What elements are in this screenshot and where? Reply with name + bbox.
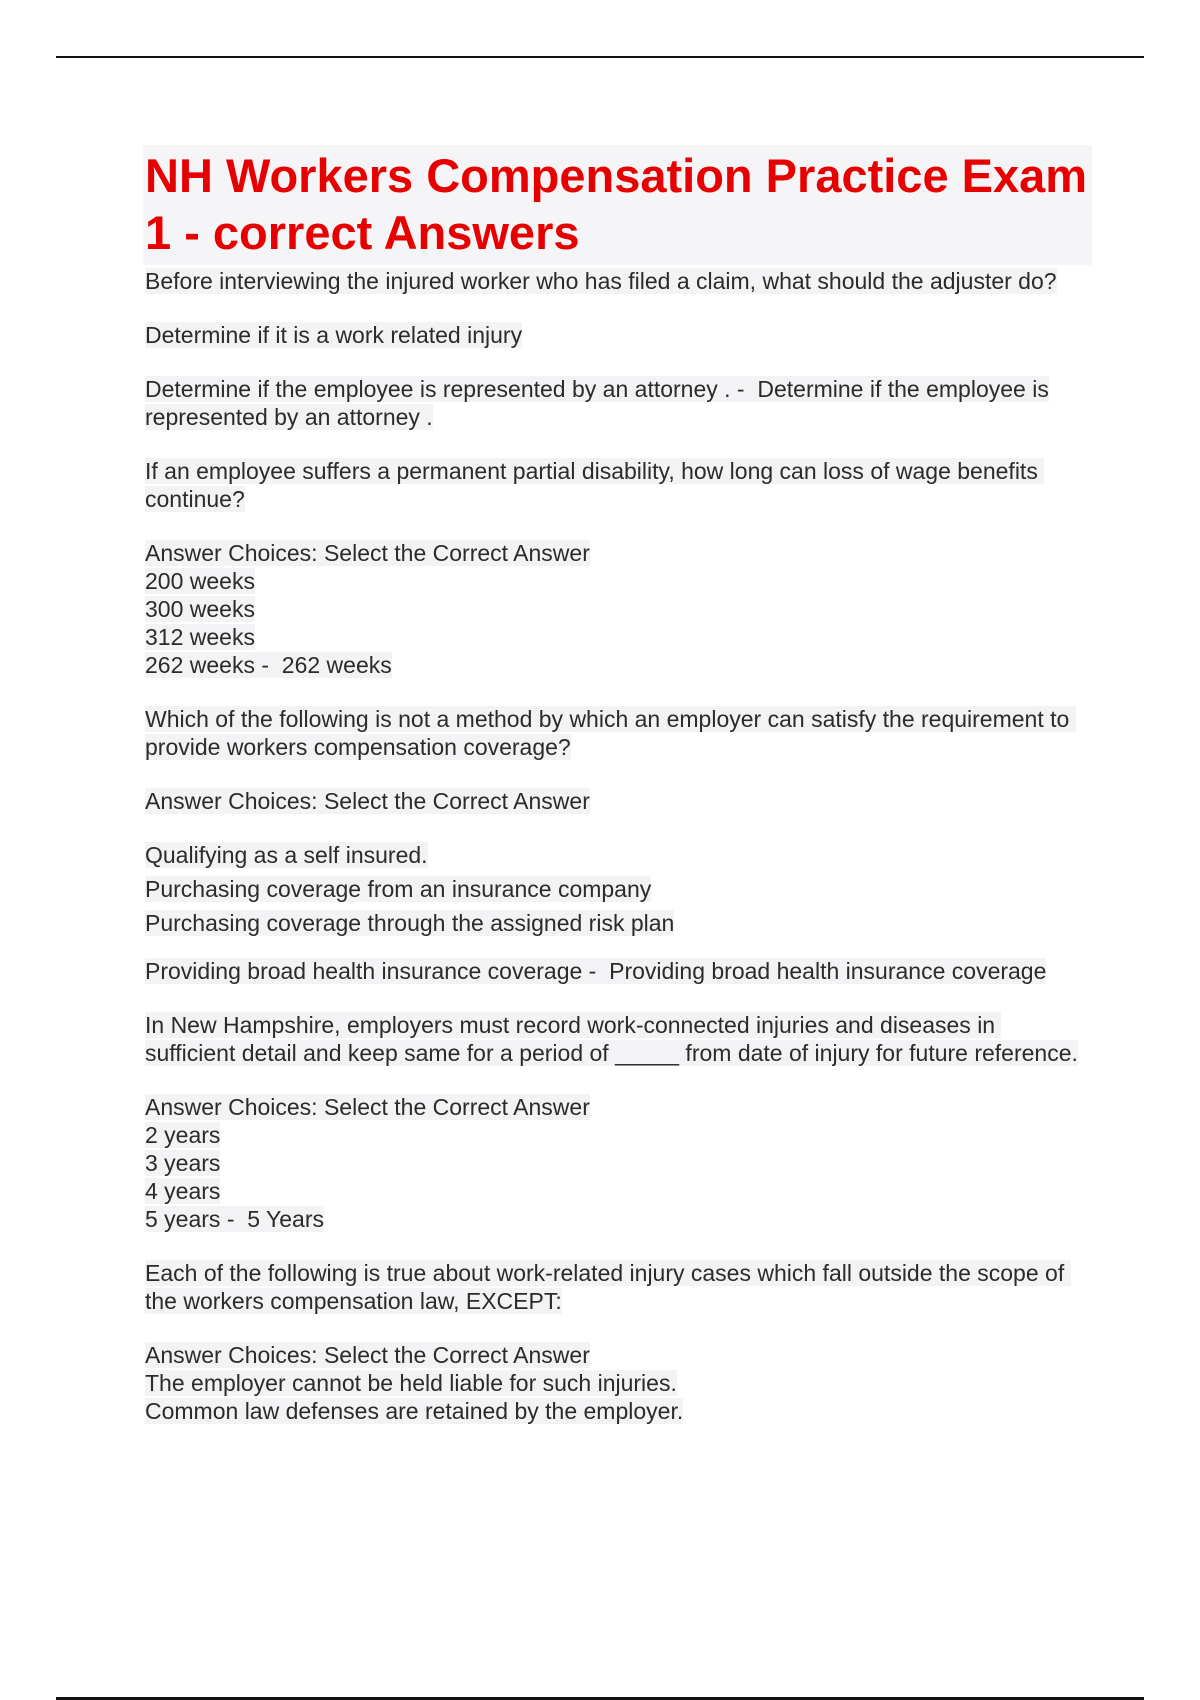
answer-header: Answer Choices: Select the Correct Answer <box>145 1094 590 1120</box>
list-item: 4 years <box>145 1178 221 1204</box>
q3-question: Which of the following is not a method by which an employer can satisfy the requirement to provide workers compensation coverage? <box>145 706 1076 760</box>
answer-header: Answer Choices: Select the Correct Answer <box>145 1342 590 1368</box>
q2-answer-choices <box>145 539 1090 679</box>
list-item: 2 years <box>145 1122 221 1148</box>
list-item: Common law defenses are retained by the employer. <box>145 1398 684 1424</box>
q4-question: In New Hampshire, employers must record work-connected injuries and diseases in sufficient detail and keep same for a period of _____ from date of injury for future reference. <box>145 1012 1078 1066</box>
q1-option-b: Determine if the employee is represented by an attorney . - Determine if the employee is represented by an attorney . <box>145 376 1049 430</box>
answer-header: Answer Choices: Select the Correct Answer <box>145 540 590 566</box>
list-item: Qualifying as a self insured. <box>145 842 428 868</box>
list-item: Purchasing coverage through the assigned risk plan <box>145 910 675 936</box>
list-item: 300 weeks <box>145 596 255 622</box>
document-body <box>145 145 1090 1425</box>
list-item: 3 years <box>145 1150 221 1176</box>
q2-question: If an employee suffers a permanent partial disability, how long can loss of wage benefits continue? <box>145 458 1045 512</box>
list-item: 312 weeks <box>145 624 255 650</box>
list-item: 5 years - 5 Years <box>145 1206 324 1232</box>
intro-question: Before interviewing the injured worker who has filed a claim, what should the adjuster do? <box>145 268 1057 294</box>
list-item: 200 weeks <box>145 568 255 594</box>
q4-answer-choices <box>145 1093 1090 1233</box>
title-box <box>143 145 1092 265</box>
list-item: Purchasing coverage from an insurance company <box>145 876 652 902</box>
q5-answer-choices <box>145 1341 1090 1425</box>
document-title: NH Workers Compensation Practice Exam 1 - correct Answers <box>145 149 1088 259</box>
list-item: The employer cannot be held liable for such injuries. <box>145 1370 677 1396</box>
top-rule <box>56 56 1144 58</box>
q5-question: Each of the following is true about work-related injury cases which fall outside the scope of the workers compensation law, EXCEPT: <box>145 1260 1071 1314</box>
q3-answer: Providing broad health insurance coverage - Providing broad health insurance coverage <box>145 958 1047 984</box>
q3-answer-header: Answer Choices: Select the Correct Answer <box>145 788 590 814</box>
q1-option-a: Determine if it is a work related injury <box>145 322 523 348</box>
list-item: 262 weeks - 262 weeks <box>145 652 392 678</box>
q3-answer-choices <box>145 841 1090 937</box>
